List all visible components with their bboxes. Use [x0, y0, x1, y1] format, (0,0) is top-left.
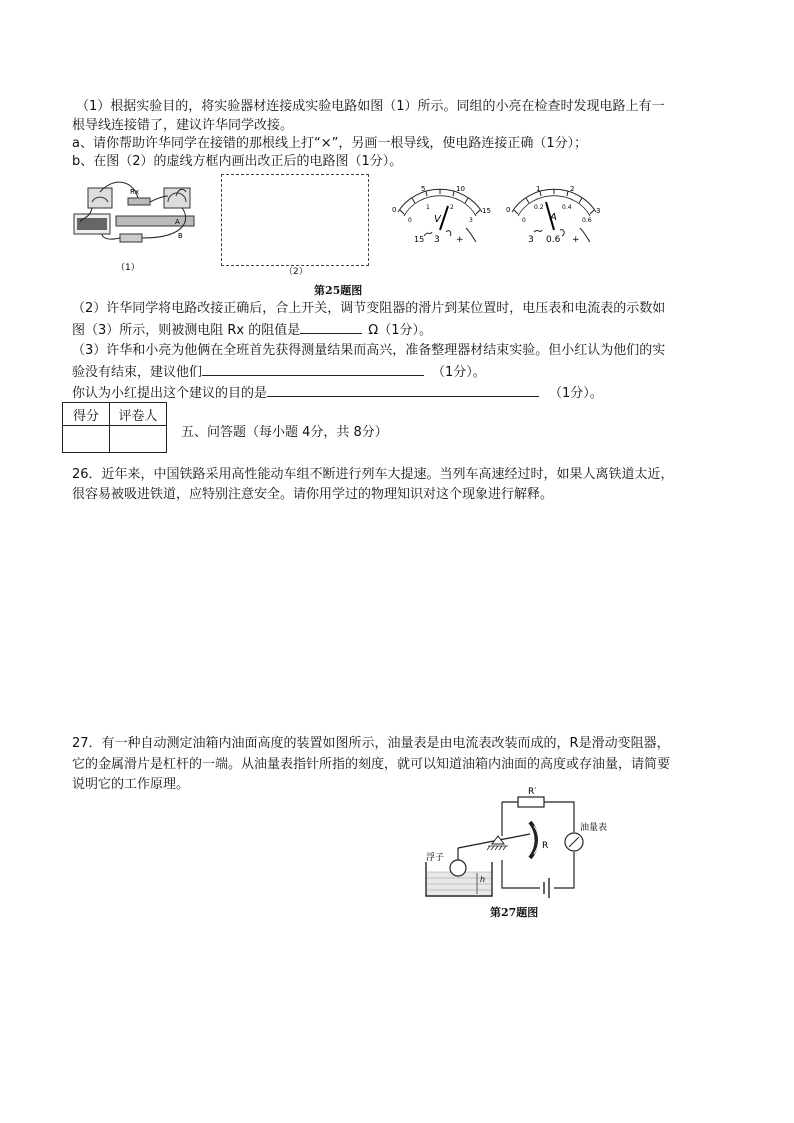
ammeter-bottom-min: 0: [522, 217, 526, 224]
q25-part2-line2: [72, 319, 432, 340]
fig1-b-label: B: [178, 232, 183, 240]
ammeter-top-tick-2: 2: [570, 185, 575, 193]
fig2-label: （2）: [284, 267, 308, 277]
voltmeter-top-tick-1: 5: [421, 185, 426, 193]
ammeter-bottom-tick-2: 0.4: [562, 204, 572, 211]
q25-part4-line: [72, 382, 603, 403]
voltmeter-needle: [440, 206, 448, 230]
ammeter-bottom-tick-1: 0.2: [534, 204, 544, 211]
voltmeter-top-min: 0: [392, 206, 397, 214]
q25-part1-text-cont: 根导线连接错了，建议许华同学改接。: [72, 118, 294, 133]
q27-text-line3: 说明它的工作原理。: [72, 777, 190, 792]
voltmeter-bottom-tick-1: 1: [426, 204, 430, 211]
height-label: h: [480, 875, 486, 884]
score-table: [62, 402, 167, 453]
fig1-rx-label: Rx: [130, 188, 140, 196]
voltmeter-terminal-plus: +: [456, 235, 464, 245]
q25-part3-prefix: 验没有结束，建议他们: [72, 365, 203, 380]
q25-part1-text: （1）根据实验目的，将实验器材连接成实验电路如图（1）所示。同组的小亮在检查时发现电路上有一: [76, 99, 665, 114]
ammeter-top-max: 3: [596, 207, 601, 215]
q25-part2-text: （2）许华同学将电路改接正确后，合上开关，调节变阻器的滑片到某位置时，电压表和电流表的示数如: [72, 301, 666, 316]
voltmeter-bottom-max: 3: [469, 217, 473, 224]
q25-part3-suffix: （1分）。: [432, 365, 486, 380]
score-header: 得分: [63, 403, 110, 426]
ammeter-terminal-3: 3: [528, 235, 534, 245]
q25-part3-text: （3）许华和小亮为他俩在全班首先获得测量结果而高兴，准备整理器材结束实验。但小红认为他们的实: [72, 343, 666, 358]
ammeter-terminal-0-6: 0.6: [546, 235, 561, 245]
reviewer-cell[interactable]: [110, 426, 167, 453]
voltmeter-dial: [390, 184, 490, 246]
score-cell[interactable]: [63, 426, 110, 453]
fixed-resistor-r-prime: [518, 797, 544, 807]
figure-25-2-dashed-box: [221, 174, 369, 266]
ammeter-terminal-plus: +: [572, 235, 580, 245]
q25-part3-line2: [72, 361, 486, 382]
ammeter-top-min: 0: [506, 206, 511, 214]
ammeter-symbol: A: [550, 212, 557, 223]
purpose-answer-blank[interactable]: [267, 382, 539, 397]
q25-part-a: a、请你帮助许华同学在接错的那根线上打“×”，另画一根导线，使电路连接正确（1分）；: [72, 136, 588, 151]
variable-resistor-r: [530, 822, 537, 858]
voltmeter-terminal-3: 3: [434, 235, 440, 245]
figure-27-oil-gauge: [422, 782, 618, 922]
voltmeter-top-tick-2: 10: [456, 185, 465, 193]
fig1-label: （1）: [116, 263, 140, 273]
voltmeter-bottom-min: 0: [408, 217, 412, 224]
float-ball: [450, 860, 466, 876]
section-5-heading: 五、问答题（每小题 4分，共 8分）: [181, 425, 388, 440]
r-label: R: [542, 841, 549, 851]
q26-text-line1: 26．近年来，中国铁路采用高性能动车组不断进行列车大提速。当列车高速经过时，如果人离铁道太近，: [72, 467, 674, 482]
float-label: 浮子: [426, 853, 445, 863]
oil-meter-label: 油量表: [580, 823, 608, 833]
resistance-answer-blank[interactable]: [300, 319, 362, 334]
suggestion-answer-blank[interactable]: [202, 361, 424, 376]
q25-part-b: b、在图（2）的虚线方框内画出改正后的电路图（1分）。: [72, 154, 403, 169]
q25-part4-suffix: （1分）。: [549, 386, 603, 401]
q25-part2-suffix: Ω（1分）。: [368, 323, 432, 338]
voltmeter-symbol: V: [434, 214, 441, 225]
r-prime-label: R′: [528, 787, 537, 797]
figure-25-caption: 第25题图: [314, 284, 363, 297]
voltmeter-terminal-15: 15: [414, 235, 425, 244]
q25-part4-prefix: 你认为小红提出这个建议的目的是: [72, 386, 268, 401]
voltmeter-bottom-tick-2: 2: [450, 204, 454, 211]
fig1-a-label: A: [175, 218, 180, 226]
q26-text-line2: 很容易被吸进铁道，应特别注意安全。请你用学过的物理知识对这个现象进行解释。: [72, 487, 554, 502]
figure-27-caption: 第27题图: [490, 906, 539, 919]
q27-text-line2: 它的金属滑片是杠杆的一端。从油量表指针所指的刻度，就可以知道油箱内油面的高度或存油量，请简要: [72, 757, 671, 772]
figure-25-1-circuit: [72, 178, 200, 278]
voltmeter-top-max: 15: [482, 207, 491, 215]
ammeter-bottom-max: 0.6: [582, 217, 592, 224]
ammeter-top-tick-1: 1: [536, 185, 541, 193]
reviewer-header: 评卷人: [110, 403, 167, 426]
q25-part2-prefix: 图（3）所示，则被测电阻 Rx 的阻值是: [72, 323, 301, 338]
q27-text-line1: 27．有一种自动测定油箱内油面高度的装置如图所示，油量表是由电流表改装而成的，R是滑动变阻器，: [72, 736, 670, 751]
ammeter-dial: [504, 184, 604, 246]
